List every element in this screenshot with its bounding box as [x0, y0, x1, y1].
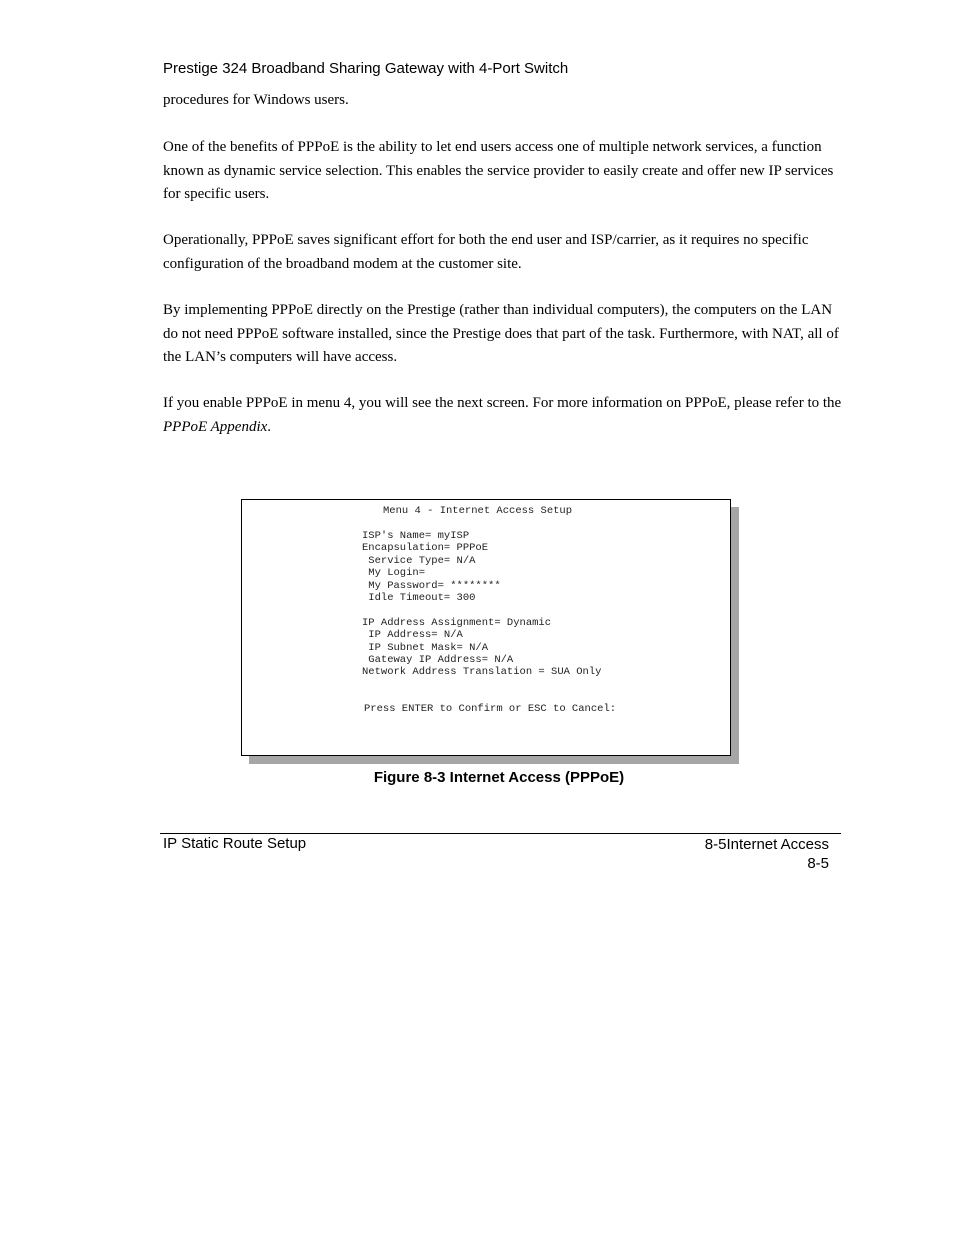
body-text [163, 89, 843, 113]
menu-blank-line [362, 604, 601, 616]
menu-field-line: Network Address Translation = SUA Only [362, 666, 602, 679]
footer-page-line2: 8-5 [807, 855, 829, 872]
footer-page-number [705, 835, 829, 873]
menu-field-line: Encapsulation= PPPoE [362, 542, 489, 555]
page-header: Prestige 324 Broadband Sharing Gateway with 4-Port Switch [163, 60, 569, 77]
confirm-prompt: Press ENTER to Confirm or ESC to Cancel: [364, 703, 617, 715]
menu-field-line: My Login= [362, 567, 426, 580]
menu-field-line: IP Subnet Mask= N/A [362, 641, 489, 654]
paragraph-end: . [267, 418, 272, 435]
paragraph-benefits: One of the benefits of PPPoE is the ability to let end users access one of multiple network services, a function known as dynamic service selection. This enables the service provider to easily create and offer new IP services for specific users. [163, 139, 834, 202]
menu-fields [362, 530, 601, 679]
paragraph-implementing: By implementing PPPoE directly on the Prestige (rather than individual computers), the computers on the LAN do not need PPPoE software installed, since the Prestige does that part of the task. Furthermore, with NAT, all of the LAN’s computers will have access. [163, 302, 839, 365]
figure-caption: Figure 8-3 Internet Access (PPPoE) [373, 769, 625, 786]
menu-field-line: Service Type= N/A [362, 554, 476, 567]
terminal-screen [241, 499, 731, 756]
footer-section-title: IP Static Route Setup [163, 835, 307, 852]
menu-field-line: Idle Timeout= 300 [362, 592, 476, 605]
footer-divider [160, 833, 841, 834]
menu-field-line: IP Address= N/A [362, 629, 463, 642]
paragraph-text: If you enable PPPoE in menu 4, you will see the next screen. For more information on PPPoE, please refer to the [163, 395, 842, 411]
paragraph-procedures: procedures for Windows users. [163, 92, 349, 108]
footer-page-line1: 8-5Internet Access [704, 836, 829, 853]
body-text [163, 136, 843, 207]
appendix-reference: PPPoE Appendix [163, 418, 268, 435]
paragraph-enable-pppoe [163, 392, 843, 439]
menu-title: Menu 4 - Internet Access Setup [383, 505, 573, 517]
paragraph-operationally: Operationally, PPPoE saves significant effort for both the end user and ISP/carrier, as it requires no specific configuration of the broadband modem at the customer site. [163, 232, 809, 272]
body-text [163, 392, 843, 439]
menu-field-line: ISP's Name= myISP [362, 530, 470, 542]
menu-field-line: My Password= ******** [362, 579, 501, 592]
menu-field-line: IP Address Assignment= Dynamic [362, 616, 552, 629]
menu-field-line: Gateway IP Address= N/A [362, 654, 514, 667]
body-text [163, 299, 843, 370]
body-text [163, 229, 843, 276]
